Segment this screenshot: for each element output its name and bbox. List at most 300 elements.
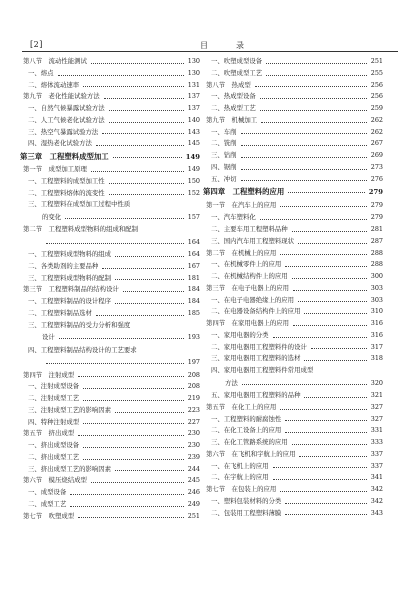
toc-entry xyxy=(20,115,206,127)
toc-entry-title: 一、工程塑料制品的设计程序 xyxy=(28,296,113,308)
toc-entry xyxy=(203,449,389,461)
toc-entry xyxy=(203,306,389,318)
toc-entry-title: 四、湿热老化试验方法 xyxy=(28,138,94,150)
toc-entry xyxy=(203,283,389,295)
toc-entry-title: 五、冲切 xyxy=(211,174,239,186)
toc-entry-title: 二、在机械结构件上的应用 xyxy=(211,271,290,283)
toc-dot-leader xyxy=(266,63,367,64)
toc-column-left xyxy=(20,56,206,522)
toc-entry-title: 三、钻削 xyxy=(211,150,239,162)
toc-entry xyxy=(203,330,389,342)
toc-entry-title: 第三章 工程塑料成型加工 xyxy=(20,150,111,164)
toc-dot-leader xyxy=(83,423,184,424)
toc-entry-title: 一、注射成型设备 xyxy=(28,381,81,393)
toc-entry-title: 设计 xyxy=(42,331,57,344)
toc-entry-title: 二、注射成型工艺 xyxy=(28,393,81,405)
toc-entry xyxy=(203,295,389,307)
toc-page-number: 130 xyxy=(186,68,200,80)
toc-entry-title: 二、工程塑料制品选材 xyxy=(28,308,94,320)
toc-entry-title: 第五节 在化工上的应用 xyxy=(206,402,278,414)
toc-entry xyxy=(203,353,389,365)
toc-page-number: 303 xyxy=(369,283,383,295)
toc-entry-title: 第二节 在机械上的应用 xyxy=(206,248,278,260)
toc-entry-title: 第八节 流动性能测试 xyxy=(23,56,89,68)
toc-entry-title: 三、国内汽车用工程塑料现状 xyxy=(211,236,296,248)
toc-entry-title: 二、吹塑成型工艺 xyxy=(211,68,264,80)
toc-page-number: 341 xyxy=(369,472,383,484)
toc-entry-title: 一、挤出成型设备 xyxy=(28,440,81,452)
toc-entry xyxy=(203,150,389,162)
toc-page-number: 167 xyxy=(186,261,200,273)
toc-dot-leader xyxy=(311,348,367,349)
toc-page-number: 223 xyxy=(186,405,200,417)
toc-entry-title: 三、工程塑料成型物料的配制 xyxy=(28,273,113,285)
toc-dot-leader xyxy=(293,290,367,291)
toc-dot-leader xyxy=(102,133,184,134)
toc-page-number: 143 xyxy=(186,127,200,139)
toc-entry xyxy=(203,224,389,236)
toc-entry xyxy=(20,68,206,80)
toc-dot-leader xyxy=(266,75,367,76)
toc-entry xyxy=(203,248,389,260)
toc-dot-leader xyxy=(109,194,184,195)
toc-entry xyxy=(20,487,206,499)
toc-entry xyxy=(20,296,206,308)
toc-page-number: 137 xyxy=(186,103,200,115)
toc-page-number: 316 xyxy=(369,330,383,342)
toc-entry xyxy=(203,103,389,115)
toc-dot-leader xyxy=(91,482,184,483)
toc-entry xyxy=(203,162,389,174)
toc-entry-title: 二、热成型工艺 xyxy=(211,103,258,115)
toc-page-number: 343 xyxy=(369,508,383,520)
toc-page-number: 337 xyxy=(369,449,383,461)
toc-page-number: 333 xyxy=(369,437,383,449)
toc-entry xyxy=(203,80,389,92)
toc-entry xyxy=(20,211,206,224)
toc-entry-title: 四、工程塑料制品结构设计的工艺要求 xyxy=(28,345,139,357)
toc-page-number: 327 xyxy=(369,414,383,426)
toc-dot-leader xyxy=(104,98,184,99)
toc-entry xyxy=(203,365,389,377)
toc-page-number: 149 xyxy=(186,164,200,176)
toc-entry xyxy=(20,273,206,285)
toc-dot-leader xyxy=(285,432,367,433)
toc-entry xyxy=(20,138,206,150)
toc-dot-leader xyxy=(285,420,367,421)
toc-page-number: 164 xyxy=(186,236,200,249)
toc-page-number: 327 xyxy=(369,402,383,414)
toc-entry-title: 第七节 在包装上的应用 xyxy=(206,484,278,496)
toc-page-number: 208 xyxy=(186,381,200,393)
toc-page-number: 164 xyxy=(186,249,200,261)
toc-entry xyxy=(20,164,206,176)
toc-entry xyxy=(20,511,206,523)
toc-entry xyxy=(203,390,389,402)
toc-dot-leader xyxy=(78,435,184,436)
toc-dot-leader xyxy=(59,338,184,339)
toc-entry xyxy=(203,342,389,354)
toc-entry-title: 四、特种注射成型 xyxy=(28,417,81,429)
toc-page-number: 193 xyxy=(186,331,200,344)
toc-entry-title: 二、挤出成型工艺 xyxy=(28,452,81,464)
toc-dot-leader xyxy=(83,459,184,460)
toc-entry-title: 二、在宇航上的应用 xyxy=(211,472,271,484)
toc-entry xyxy=(203,472,389,484)
toc-page-number: 152 xyxy=(186,188,200,200)
toc-page-number: 256 xyxy=(369,91,383,103)
toc-dot-leader xyxy=(96,145,184,146)
toc-dot-leader xyxy=(83,400,184,401)
toc-entry xyxy=(203,402,389,414)
toc-entry xyxy=(20,188,206,200)
toc-entry-title: 一、热成型设备 xyxy=(211,91,258,103)
toc-dot-leader xyxy=(304,313,367,314)
toc-entry-title: 二、人工气候老化试验方法 xyxy=(28,115,107,127)
toc-page-number: 279 xyxy=(369,199,383,212)
toc-entry xyxy=(203,414,389,426)
toc-entry-title: 三、工程塑料制品的受力分析和强度 xyxy=(28,320,132,332)
toc-dot-leader xyxy=(58,75,184,76)
toc-dot-leader xyxy=(78,517,184,518)
toc-dot-leader xyxy=(280,254,367,255)
toc-dot-leader xyxy=(304,360,367,361)
toc-entry xyxy=(203,425,389,437)
toc-entry xyxy=(203,377,389,390)
toc-dot-leader xyxy=(285,514,367,515)
toc-entry-title: 一、汽车塑料化 xyxy=(211,212,258,224)
toc-entry xyxy=(203,496,389,508)
toc-entry-title: 四、锯削 xyxy=(211,162,239,174)
toc-page-number: 262 xyxy=(369,127,383,139)
toc-page-number: 255 xyxy=(369,68,383,80)
toc-dot-leader xyxy=(46,243,184,244)
toc-entry-title: 第二节 工程塑料成型物料的组成和配制 xyxy=(23,224,140,236)
toc-entry-title: 二、铣削 xyxy=(211,138,239,150)
toc-entry-title: 第四章 工程塑料的应用 xyxy=(203,185,286,199)
toc-entry xyxy=(20,345,206,357)
toc-page-number: 157 xyxy=(186,211,200,224)
toc-dot-leader xyxy=(241,157,367,158)
toc-dot-leader xyxy=(293,325,367,326)
toc-dot-leader xyxy=(261,122,367,123)
toc-dot-leader xyxy=(70,506,184,507)
toc-entry xyxy=(203,508,389,520)
toc-entry xyxy=(20,356,206,369)
toc-dot-leader xyxy=(285,266,367,267)
toc-entry xyxy=(203,199,389,212)
toc-page-number: 337 xyxy=(369,461,383,473)
toc-entry-title: 四、家用电器用工程塑料件常用成型 xyxy=(211,365,315,377)
toc-entry-title: 第一节 在汽车上的应用 xyxy=(206,199,278,212)
toc-page-number: 316 xyxy=(369,318,383,330)
toc-page-number: 342 xyxy=(369,484,383,496)
toc-entry-title: 二、在电器设备结构件上的应用 xyxy=(211,306,302,318)
toc-page-number: 251 xyxy=(186,511,200,523)
toc-dot-leader xyxy=(280,206,367,207)
toc-dot-leader xyxy=(292,278,367,279)
toc-entry xyxy=(20,417,206,429)
toc-entry xyxy=(20,405,206,417)
toc-entry-title: 三、家用电器用工程塑料的选材 xyxy=(211,353,302,365)
toc-chapter-entry xyxy=(203,185,389,199)
toc-entry xyxy=(203,68,389,80)
toc-page-number: 317 xyxy=(369,342,383,354)
toc-dot-leader xyxy=(299,456,367,457)
toc-dot-leader xyxy=(260,219,367,220)
toc-page-number: 145 xyxy=(186,138,200,150)
toc-dot-leader xyxy=(113,157,182,158)
toc-entry xyxy=(203,484,389,496)
toc-entry-title: 二、在化工设备上的应用 xyxy=(211,425,283,437)
toc-page-number: 150 xyxy=(186,176,200,188)
toc-entry xyxy=(20,103,206,115)
toc-dot-leader xyxy=(96,315,184,316)
toc-dot-leader xyxy=(298,243,367,244)
toc-entry-title: 二、各类助剂的主要品种 xyxy=(28,261,100,273)
toc-entry-title: 一、工程塑料成型物料的组成 xyxy=(28,249,113,261)
toc-dot-leader xyxy=(123,291,184,292)
toc-page-number: 181 xyxy=(186,273,200,285)
toc-entry-title: 第四节 在家用电器上的应用 xyxy=(206,318,291,330)
toc-entry-title: 一、家用电器的分类 xyxy=(211,330,271,342)
toc-entry xyxy=(203,318,389,330)
toc-entry xyxy=(20,370,206,382)
toc-dot-leader xyxy=(115,470,184,471)
toc-page-number: 320 xyxy=(369,377,383,390)
toc-entry-title: 第六节 模压烧结成型 xyxy=(23,475,89,487)
toc-entry xyxy=(203,437,389,449)
toc-entry xyxy=(20,261,206,273)
toc-entry-title: 二、主要车用工程塑料品种 xyxy=(211,224,290,236)
toc-entry-title: 第一节 成型加工原理 xyxy=(23,164,89,176)
toc-entry xyxy=(20,308,206,320)
toc-entry-title: 三、注射成型工艺的影响因素 xyxy=(28,405,113,417)
toc-entry xyxy=(20,331,206,344)
toc-dot-leader xyxy=(273,337,367,338)
toc-dot-leader xyxy=(78,376,184,377)
toc-entry xyxy=(20,440,206,452)
toc-entry-title: 第四节 注射成型 xyxy=(23,370,76,382)
toc-dot-leader xyxy=(83,447,184,448)
toc-entry xyxy=(20,176,206,188)
toc-entry xyxy=(20,499,206,511)
toc-page-number: 230 xyxy=(186,440,200,452)
toc-dot-leader xyxy=(241,145,367,146)
toc-entry xyxy=(203,174,389,186)
toc-entry-title: 三、在化工管路系统的应用 xyxy=(211,437,290,449)
toc-entry xyxy=(20,199,206,211)
toc-entry xyxy=(20,381,206,393)
toc-entry-title: 三、挤出成型工艺的影响因素 xyxy=(28,464,113,476)
toc-page-number: 131 xyxy=(186,80,200,92)
toc-page-number: 149 xyxy=(184,150,200,164)
toc-entry xyxy=(20,284,206,296)
toc-page-number: 276 xyxy=(369,174,383,186)
toc-dot-leader xyxy=(46,363,184,364)
page-title: 目 录 xyxy=(200,41,254,50)
toc-entry-title: 第五节 挤出成型 xyxy=(23,428,76,440)
toc-dot-leader xyxy=(255,86,367,87)
toc-chapter-entry xyxy=(20,150,206,164)
toc-dot-leader xyxy=(65,218,184,219)
toc-entry xyxy=(20,475,206,487)
toc-page-number: 300 xyxy=(369,271,383,283)
toc-dot-leader xyxy=(115,279,184,280)
toc-page-number: 288 xyxy=(369,259,383,271)
toc-entry-title: 五、家用电器用工程塑料的品种 xyxy=(211,390,302,402)
toc-page-number: 279 xyxy=(367,185,383,199)
toc-entry-title: 一、车削 xyxy=(211,127,239,139)
toc-entry-title: 二、包装用工程塑料薄膜 xyxy=(211,508,283,520)
toc-entry-title: 一、吹塑成型设备 xyxy=(211,56,264,68)
toc-dot-leader xyxy=(285,503,367,504)
toc-entry-title: 二、家用电器用工程塑料件的设计 xyxy=(211,342,309,354)
toc-column-right xyxy=(203,56,389,519)
toc-entry-title: 一、工程塑料的成型加工性 xyxy=(28,176,107,188)
toc-entry-title: 一、在机械零件上的应用 xyxy=(211,259,283,271)
toc-page-number: 310 xyxy=(369,306,383,318)
toc-dot-leader xyxy=(292,231,367,232)
toc-entry xyxy=(20,56,206,68)
toc-entry-title: 第三节 工程塑料制品的结构设计 xyxy=(23,284,121,296)
toc-page-number: 244 xyxy=(186,464,200,476)
toc-entry-title: 第八节 热成型 xyxy=(206,80,253,92)
toc-entry xyxy=(20,320,206,332)
toc-entry xyxy=(20,91,206,103)
toc-page-number: 331 xyxy=(369,425,383,437)
header-rule xyxy=(22,51,398,52)
toc-entry-title: 方法 xyxy=(225,377,240,390)
toc-entry xyxy=(20,464,206,476)
toc-entry xyxy=(203,259,389,271)
toc-dot-leader xyxy=(83,86,184,87)
toc-entry xyxy=(20,80,206,92)
toc-dot-leader xyxy=(109,110,184,111)
toc-page-number: 303 xyxy=(369,295,383,307)
toc-entry-title: 一、成型设备 xyxy=(28,487,68,499)
toc-entry xyxy=(20,393,206,405)
toc-dot-leader xyxy=(91,63,184,64)
toc-dot-leader xyxy=(280,491,367,492)
toc-dot-leader xyxy=(260,98,367,99)
toc-entry-title: 一、在飞机上的应用 xyxy=(211,461,271,473)
toc-page-number: 281 xyxy=(369,224,383,236)
toc-entry xyxy=(203,236,389,248)
toc-entry-title: 第三节 在电子电器上的应用 xyxy=(206,283,291,295)
toc-page-number: 262 xyxy=(369,115,383,127)
toc-entry-title: 第九节 机械加工 xyxy=(206,115,259,127)
toc-page-number: 342 xyxy=(369,496,383,508)
toc-dot-leader xyxy=(273,479,367,480)
toc-entry xyxy=(20,236,206,249)
toc-entry-title: 的变化 xyxy=(42,211,63,224)
page-number: [2] xyxy=(30,40,43,49)
toc-page-number: 321 xyxy=(369,390,383,402)
toc-page-number: 239 xyxy=(186,452,200,464)
toc-dot-leader xyxy=(241,180,367,181)
toc-entry-title: 二、熔体流动速率 xyxy=(28,80,81,92)
toc-entry xyxy=(20,452,206,464)
toc-dot-leader xyxy=(241,133,367,134)
toc-page-number: 287 xyxy=(369,236,383,248)
toc-entry-title: 二、工程塑料熔体的流变性 xyxy=(28,188,107,200)
toc-entry xyxy=(20,224,206,236)
toc-entry xyxy=(203,138,389,150)
toc-page-number: 246 xyxy=(186,487,200,499)
toc-page-number: 318 xyxy=(369,353,383,365)
toc-page-number: 197 xyxy=(186,356,200,369)
toc-entry-title: 一、自然气候暴露试验方法 xyxy=(28,103,107,115)
toc-page-number: 137 xyxy=(186,91,200,103)
toc-entry xyxy=(203,127,389,139)
toc-entry-title: 一、塑料包装材料的分类 xyxy=(211,496,283,508)
toc-page-number: 185 xyxy=(186,308,200,320)
toc-dot-leader xyxy=(102,268,184,269)
toc-dot-leader xyxy=(304,397,367,398)
toc-entry xyxy=(20,127,206,139)
toc-page-number: 259 xyxy=(369,103,383,115)
toc-page-number: 130 xyxy=(186,56,200,68)
toc-entry-title: 二、成型工艺 xyxy=(28,499,68,511)
toc-page-number: 273 xyxy=(369,162,383,174)
toc-dot-leader xyxy=(91,171,184,172)
toc-entry xyxy=(20,428,206,440)
toc-entry xyxy=(203,91,389,103)
toc-page-number: 140 xyxy=(186,115,200,127)
toc-page-number: 230 xyxy=(186,428,200,440)
toc-dot-leader xyxy=(115,303,184,304)
toc-entry-title: 第六节 在飞机和宇航上的应用 xyxy=(206,449,297,461)
toc-page-number: 267 xyxy=(369,138,383,150)
toc-dot-leader xyxy=(83,388,184,389)
toc-page-number: 279 xyxy=(369,212,383,224)
toc-dot-leader xyxy=(115,256,184,257)
toc-entry xyxy=(203,212,389,224)
toc-entry-title: 三、工程塑料在成型加工过程中性质 xyxy=(28,199,132,211)
toc-dot-leader xyxy=(298,301,367,302)
toc-entry-title: 一、工程塑料的耐腐蚀性 xyxy=(211,414,283,426)
toc-dot-leader xyxy=(242,384,367,385)
toc-page-number: 184 xyxy=(186,284,200,296)
toc-dot-leader xyxy=(280,409,367,410)
toc-page-number: 208 xyxy=(186,370,200,382)
toc-page-number: 269 xyxy=(369,150,383,162)
toc-page-number: 251 xyxy=(369,56,383,68)
toc-page-number: 227 xyxy=(186,417,200,429)
toc-page-number: 249 xyxy=(186,499,200,511)
toc-entry-title: 一、在电子电器绝缘上的应用 xyxy=(211,295,296,307)
toc-dot-leader xyxy=(288,192,365,193)
toc-dot-leader xyxy=(241,169,367,170)
toc-page-number: 245 xyxy=(186,475,200,487)
toc-entry xyxy=(203,271,389,283)
toc-page-number: 288 xyxy=(369,248,383,260)
toc-entry xyxy=(203,115,389,127)
toc-entry-title: 一、熔点 xyxy=(28,68,56,80)
toc-entry xyxy=(203,461,389,473)
toc-dot-leader xyxy=(109,183,184,184)
toc-dot-leader xyxy=(260,110,367,111)
toc-entry-title: 第九节 老化性能试验方法 xyxy=(23,91,102,103)
toc-dot-leader xyxy=(70,494,184,495)
page-header xyxy=(0,0,418,50)
toc-entry-title: 三、热空气暴露试验方法 xyxy=(28,127,100,139)
toc-page-number: 256 xyxy=(369,80,383,92)
toc-dot-leader xyxy=(292,444,367,445)
toc-entry-title: 第七节 吹塑成型 xyxy=(23,511,76,523)
toc-dot-leader xyxy=(273,467,367,468)
